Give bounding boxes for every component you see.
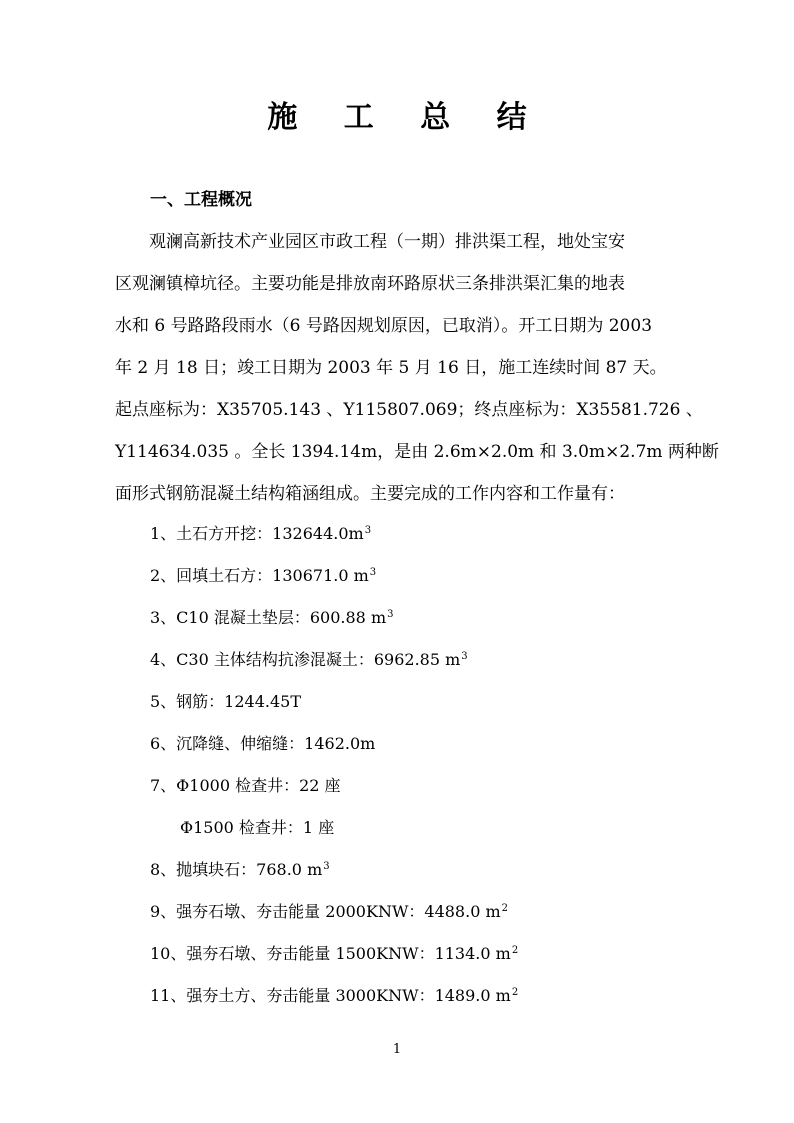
work-item bbox=[150, 940, 518, 968]
section-heading: 一、工程概况 bbox=[150, 190, 252, 210]
work-item-text: 5、钢筋：1244.45T bbox=[150, 692, 302, 711]
paragraph-line: 年 2 月 18 日；竣工日期为 2003 年 5 月 16 日，施工连续时间 87 天。 bbox=[115, 358, 667, 378]
paragraph-line: 观澜高新技术产业园区市政工程（一期）排洪渠工程，地处宝安 bbox=[115, 232, 625, 252]
paragraph-line: Y114634.035 。全长 1394.14m，是由 2.6m×2.0m 和 3.0m×2.7m 两种断 bbox=[115, 442, 719, 462]
unit-exponent: 2 bbox=[501, 902, 509, 914]
unit-exponent: 3 bbox=[461, 650, 468, 662]
work-item-text: 6、沉降缝、伸缩缝：1462.0m bbox=[150, 734, 376, 753]
paragraph-line: 区观澜镇樟坑径。主要功能是排放南环路原状三条排洪渠汇集的地表 bbox=[115, 274, 625, 294]
work-item bbox=[150, 772, 342, 800]
work-item bbox=[150, 688, 302, 716]
work-item bbox=[150, 982, 518, 1010]
work-item bbox=[150, 520, 371, 548]
work-item-text: 3、C10 混凝土垫层：600.88 m bbox=[150, 608, 387, 627]
unit-exponent: 2 bbox=[511, 986, 519, 998]
work-item-text: 7、Φ1000 检查井：22 座 bbox=[150, 776, 341, 795]
work-item-text: 8、抛填块石：768.0 m bbox=[150, 860, 323, 879]
work-item-text: 4、C30 主体结构抗渗混凝土：6962.85 m bbox=[150, 650, 461, 669]
work-item bbox=[150, 898, 508, 926]
paragraph-line: 面形式钢筋混凝土结构箱涵组成。主要完成的工作内容和工作量有： bbox=[115, 484, 625, 504]
work-item-text: 1、土石方开挖：132644.0m bbox=[150, 524, 364, 543]
work-item-text: 11、强夯土方、夯击能量 3000KNW：1489.0 m bbox=[150, 986, 511, 1005]
work-item bbox=[150, 562, 376, 590]
unit-exponent: 3 bbox=[364, 524, 372, 536]
work-item bbox=[150, 856, 330, 884]
work-item-text: 9、强夯石墩、夯击能量 2000KNW：4488.0 m bbox=[150, 902, 501, 921]
work-item-text: 2、回填土石方：130671.0 m bbox=[150, 566, 369, 585]
document-title: 施 工 总 结 bbox=[267, 100, 545, 135]
unit-exponent: 3 bbox=[369, 566, 377, 578]
work-item bbox=[150, 604, 394, 632]
page-number: 1 bbox=[392, 1042, 402, 1057]
work-item-text: 10、强夯石墩、夯击能量 1500KNW：1134.0 m bbox=[150, 944, 511, 963]
work-item bbox=[180, 814, 335, 842]
paragraph-line: 水和 6 号路路段雨水（6 号路因规划原因，已取消）。开工日期为 2003 bbox=[115, 316, 653, 336]
work-item bbox=[150, 646, 468, 674]
unit-exponent: 3 bbox=[387, 608, 394, 620]
unit-exponent: 3 bbox=[323, 860, 330, 872]
work-item-text: Φ1500 检查井：1 座 bbox=[180, 818, 335, 837]
paragraph-line: 起点座标为：X35705.143 、Y115807.069；终点座标为：X35581.726 、 bbox=[115, 400, 703, 420]
work-item bbox=[150, 730, 376, 758]
unit-exponent: 2 bbox=[511, 944, 519, 956]
